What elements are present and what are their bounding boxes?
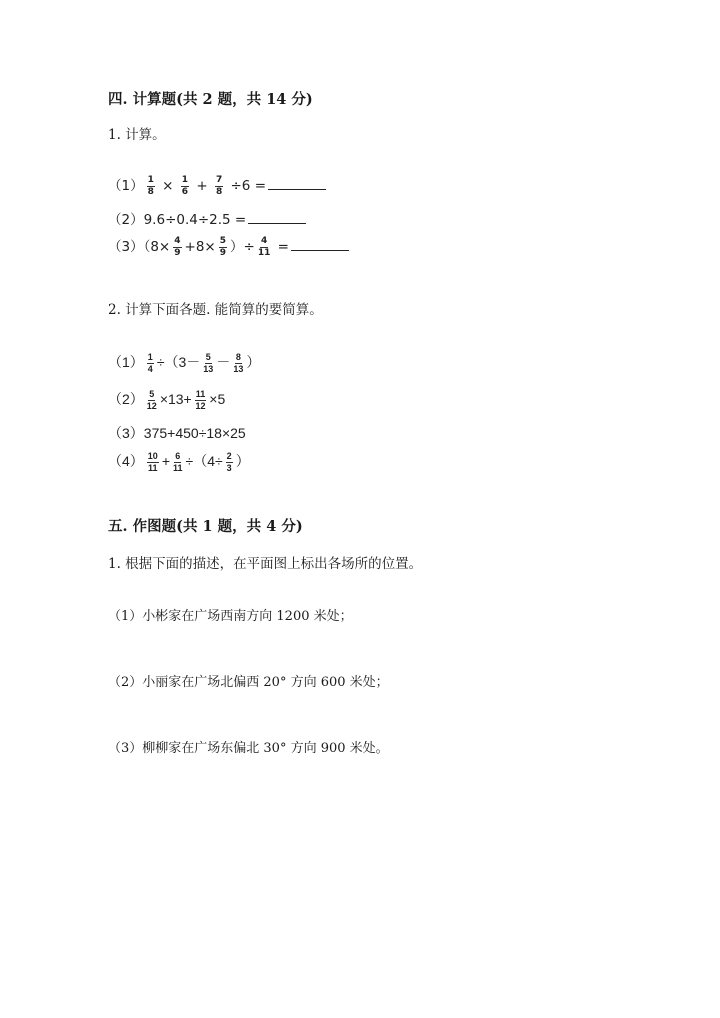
calc-item-1 xyxy=(108,174,326,197)
expression-part: = xyxy=(277,239,289,255)
fraction: $\frac{11}{12}$ xyxy=(195,388,206,411)
fraction: $\frac{5}{9}$ xyxy=(219,235,226,258)
section-5-title: 五. 作图题(共 1 题，共 4 分) xyxy=(108,518,303,535)
drawing-item-1: （1）小彬家在广场西南方向 1200 米处； xyxy=(108,609,353,624)
drawing-item-2: （2）小丽家在广场北偏西 20° 方向 600 米处； xyxy=(108,675,389,690)
operator: + xyxy=(196,178,208,194)
calc-item-3 xyxy=(108,235,349,258)
expression: 375+450÷18×25 xyxy=(143,425,246,441)
calc2-item-4 xyxy=(108,451,250,473)
item-label: （3） xyxy=(108,239,144,255)
section-4-title: 四. 计算题(共 2 题，共 14 分) xyxy=(108,91,313,108)
fraction: $\frac{5}{13}$ xyxy=(203,351,214,374)
expression-part: ÷（3－ xyxy=(156,354,201,370)
expression-part: +8× xyxy=(184,239,216,255)
expression-part: + xyxy=(161,453,170,469)
question-1-title: 1. 计算。 xyxy=(108,127,166,143)
expression-part: ） xyxy=(246,354,261,370)
item-label: （4） xyxy=(108,453,144,469)
calc-item-2 xyxy=(108,208,306,228)
fraction: $\frac{8}{13}$ xyxy=(233,351,244,374)
item-label: （1） xyxy=(108,178,144,194)
expression-part: ÷（4÷ xyxy=(185,453,223,469)
expression-part: ×13+ xyxy=(159,391,192,407)
item-label: （3） xyxy=(108,425,144,441)
drawing-question-title: 1. 根据下面的描述，在平面图上标出各场所的位置。 xyxy=(108,556,423,572)
item-label: （2） xyxy=(108,391,144,407)
operator: ÷6 = xyxy=(230,178,267,194)
expression-part: － xyxy=(216,354,231,370)
answer-blank xyxy=(268,188,326,190)
fraction: $\frac{2}{3}$ xyxy=(226,450,232,473)
item-label: （2） xyxy=(108,212,144,228)
item-label: （1） xyxy=(108,354,144,370)
drawing-item-3: （3）柳柳家在广场东偏北 30° 方向 900 米处。 xyxy=(108,741,389,756)
fraction: $\frac{10}{11}$ xyxy=(147,450,158,473)
fraction: $\frac{1}{6}$ xyxy=(181,174,189,197)
calc2-item-2 xyxy=(108,389,225,411)
expression: 9.6÷0.4÷2.5 = xyxy=(143,212,247,228)
calc2-item-1 xyxy=(108,352,260,374)
calc2-item-3 xyxy=(108,423,246,443)
fraction: $\frac{1}{8}$ xyxy=(147,174,154,197)
question-2-title: 2. 计算下面各题. 能简算的要简算。 xyxy=(108,302,323,318)
fraction: $\frac{6}{11}$ xyxy=(173,450,183,473)
operator: × xyxy=(162,178,174,194)
expression-part: ×5 xyxy=(209,391,226,407)
expression-part: ） xyxy=(235,453,250,469)
expression-part: ）÷ xyxy=(230,239,255,255)
fraction: $\frac{5}{12}$ xyxy=(146,388,157,411)
fraction: $\frac{1}{4}$ xyxy=(147,351,153,374)
fraction: $\frac{4}{11}$ xyxy=(257,235,271,258)
answer-blank xyxy=(291,249,349,251)
fraction: $\frac{7}{8}$ xyxy=(215,174,223,197)
expression-part: （8× xyxy=(143,239,171,255)
answer-blank xyxy=(248,222,306,224)
fraction: $\frac{4}{9}$ xyxy=(174,235,181,258)
